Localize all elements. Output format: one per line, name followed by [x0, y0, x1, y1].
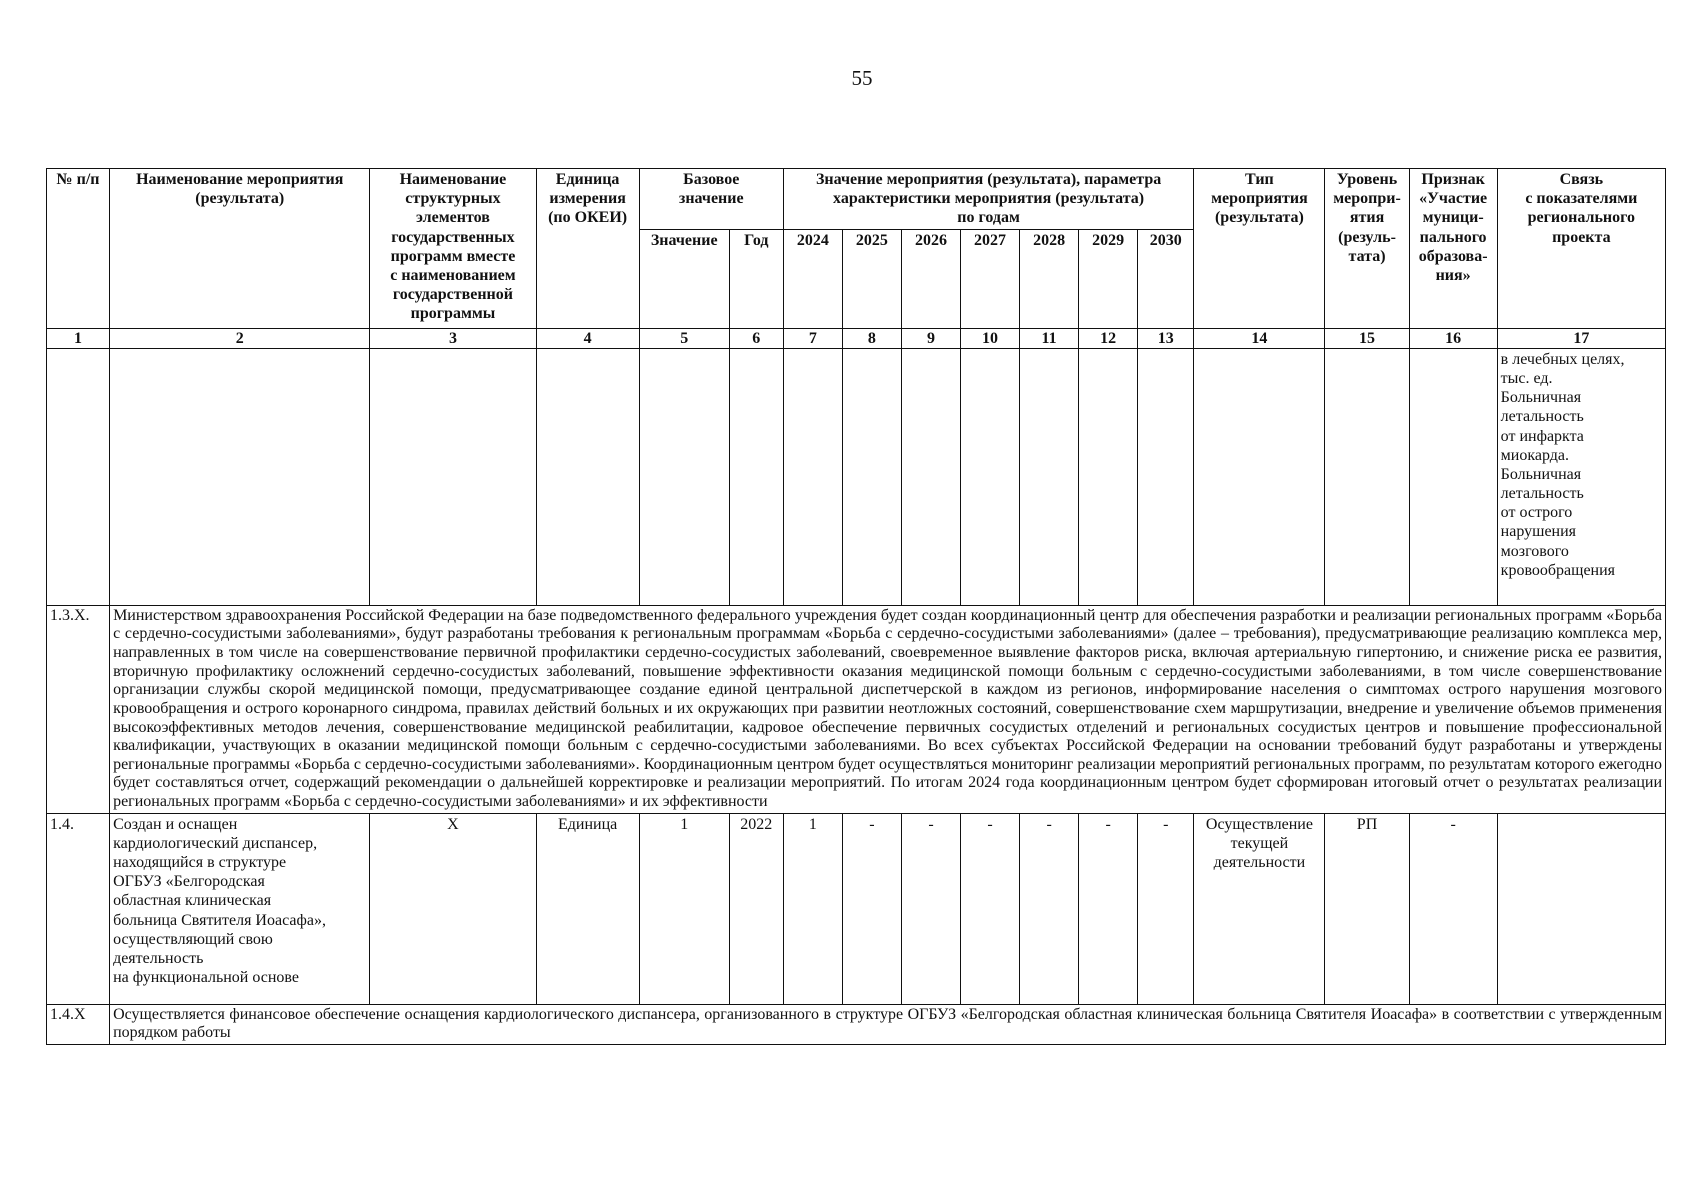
structural-element: Х [370, 813, 536, 1004]
row-description: Осуществляется финансовое обеспечение оснащения кардиологического диспансера, организованного в структуре ОГБУЗ «Белгородская областная клиническая больница Святителя Иоасафа» в соответствии с утвержденным порядком работы [110, 1004, 1666, 1044]
table-cell [110, 348, 370, 605]
column-number: 6 [729, 328, 783, 348]
header-year: 2025 [842, 229, 901, 328]
header-row-1 [47, 169, 1666, 230]
header-base-value: Значение [639, 229, 729, 328]
header-year: 2027 [961, 229, 1020, 328]
column-number: 16 [1409, 328, 1497, 348]
table-cell [536, 348, 639, 605]
table-cell [961, 348, 1020, 605]
header-year: 2028 [1020, 229, 1079, 328]
row-number: 1.3.X. [47, 605, 110, 813]
table-cell [1194, 348, 1325, 605]
row-description: Министерством здравоохранения Российской Федерации на базе подведомственного федерального учреждения будет создан координационный центр для обеспечения разработки и реализации региональных программ «Борьба с сердечно-сосудистыми заболеваниями», будут разработаны требования к региональным программам «Борьба с сердечно-сосудистыми заболеваниями» (далее – требования), предусматривающие реализацию комплекса мер, направленных в том числе на совершенствование первичной профилактики сердечно-сосудистых заболеваний, своевременное выявление факторов риска, включая артериальную гипертонию, и снижение риска ее развития, вторичную профилактику осложнений сердечно-сосудистых заболеваний, повышение эффективности оказания медицинской помощи больным с сердечно-сосудистыми заболеваниями, в том числе совершенствование организации службы скорой медицинской помощи, предусматривающее создание единой центральной диспетчерской в каждом из регионов, информирование населения о симптомах острого нарушения мозгового кровообращения и острого коронарного синдрома, правилах действий больных и их окружающих при развитии неотложных состояний, совершенствование схем маршрутизации, внедрение и увеличение объемов применения высокоэффективных методов лечения, совершенствование медицинской реабилитации, кадровое обеспечение первичных сосудистых отделений и региональных сосудистых центров и повышение профессиональной квалификации, участвующих в оказании медицинской помощи больным с сердечно-сосудистыми заболеваниями. Во всех субъектах Российской Федерации на основании требований будут разработаны и утверждены региональные программы «Борьба с сердечно-сосудистыми заболеваниями». Координационным центром будет осуществляться мониторинг реализации мероприятий региональных программ, по результатам которого ежегодно будет составляться отчет, содержащий рекомендации о дальнейшей корректировке и реализации мероприятий. По итогам 2024 года координационным центром будет сформирован итоговый отчет о результатах реализации региональных программ «Борьба с сердечно-сосудистыми заболеваниями» и их эффективности [110, 605, 1666, 813]
table-cell [370, 348, 536, 605]
regional-indicators-link [1497, 813, 1665, 1004]
column-number: 5 [639, 328, 729, 348]
column-number: 14 [1194, 328, 1325, 348]
header-year: 2026 [901, 229, 960, 328]
table-cell [1079, 348, 1138, 605]
column-number: 13 [1138, 328, 1194, 348]
header-base-value-group: Базовое значение [639, 169, 783, 230]
column-number: 12 [1079, 328, 1138, 348]
table-cell [901, 348, 960, 605]
header-base-year: Год [729, 229, 783, 328]
column-number: 8 [842, 328, 901, 348]
header-year: 2024 [783, 229, 842, 328]
column-number: 4 [536, 328, 639, 348]
column-number: 1 [47, 328, 110, 348]
unit-value: Единица [536, 813, 639, 1004]
header-unit: Единица измерения (по ОКЕИ) [536, 169, 639, 329]
year-value: 1 [783, 813, 842, 1004]
column-number: 11 [1020, 328, 1079, 348]
measure-type: Осуществление текущей деятельности [1194, 813, 1325, 1004]
header-year: 2030 [1138, 229, 1194, 328]
measure-name: Создан и оснащен кардиологический диспансер, находящийся в структуре ОГБУЗ «Белгородская областная клиническая больница Святителя Иоасафа», осуществляющий свою деятельность на функциональной основе [110, 813, 370, 1004]
measure-level: РП [1325, 813, 1409, 1004]
regional-indicators-continuation: в лечебных целях, тыс. ед. Больничная летальность от инфаркта миокарда. Больничная летальность от острого нарушения мозгового кровообращения [1497, 348, 1665, 605]
table-row-1-4-x [47, 1004, 1666, 1044]
column-number: 15 [1325, 328, 1409, 348]
header-municipal-participation: Признак «Участие муници- пального образова- ния» [1409, 169, 1497, 329]
table-cell [842, 348, 901, 605]
column-number: 9 [901, 328, 960, 348]
column-number: 10 [961, 328, 1020, 348]
base-value: 1 [639, 813, 729, 1004]
table-row-1-3-x [47, 605, 1666, 813]
table-row-continuation [47, 348, 1666, 605]
header-measure-type: Тип мероприятия (результата) [1194, 169, 1325, 329]
column-numbers-row [47, 328, 1666, 348]
row-number: 1.4.Х [47, 1004, 110, 1044]
year-value: - [1079, 813, 1138, 1004]
column-number: 17 [1497, 328, 1665, 348]
table-cell [1325, 348, 1409, 605]
table-cell [639, 348, 729, 605]
table-cell [729, 348, 783, 605]
municipal-participation: - [1409, 813, 1497, 1004]
table-row-1-4 [47, 813, 1666, 1004]
year-value: - [842, 813, 901, 1004]
year-value: - [901, 813, 960, 1004]
table-cell [1138, 348, 1194, 605]
measures-table [46, 168, 1666, 1045]
header-structural-elements: Наименование структурных элементов государственных программ вместе с наименованием государственной программы [370, 169, 536, 329]
year-value: - [961, 813, 1020, 1004]
page-number: 55 [851, 66, 873, 90]
column-number: 7 [783, 328, 842, 348]
header-regional-indicators-link: Связь с показателями регионального проекта [1497, 169, 1665, 329]
header-measure-level: Уровень меропри- ятия (резуль- тата) [1325, 169, 1409, 329]
year-value: - [1138, 813, 1194, 1004]
column-number: 2 [110, 328, 370, 348]
header-measure-name: Наименование мероприятия (результата) [110, 169, 370, 329]
table-cell [783, 348, 842, 605]
header-years-group: Значение мероприятия (результата), параметра характеристики мероприятия (результата) по годам [783, 169, 1194, 230]
column-number: 3 [370, 328, 536, 348]
table-cell [1020, 348, 1079, 605]
table-cell [1409, 348, 1497, 605]
measures-table-wrapper [46, 168, 1666, 1045]
table-cell [47, 348, 110, 605]
base-year: 2022 [729, 813, 783, 1004]
year-value: - [1020, 813, 1079, 1004]
header-number: № п/п [47, 169, 110, 329]
header-year: 2029 [1079, 229, 1138, 328]
row-number: 1.4. [47, 813, 110, 1004]
